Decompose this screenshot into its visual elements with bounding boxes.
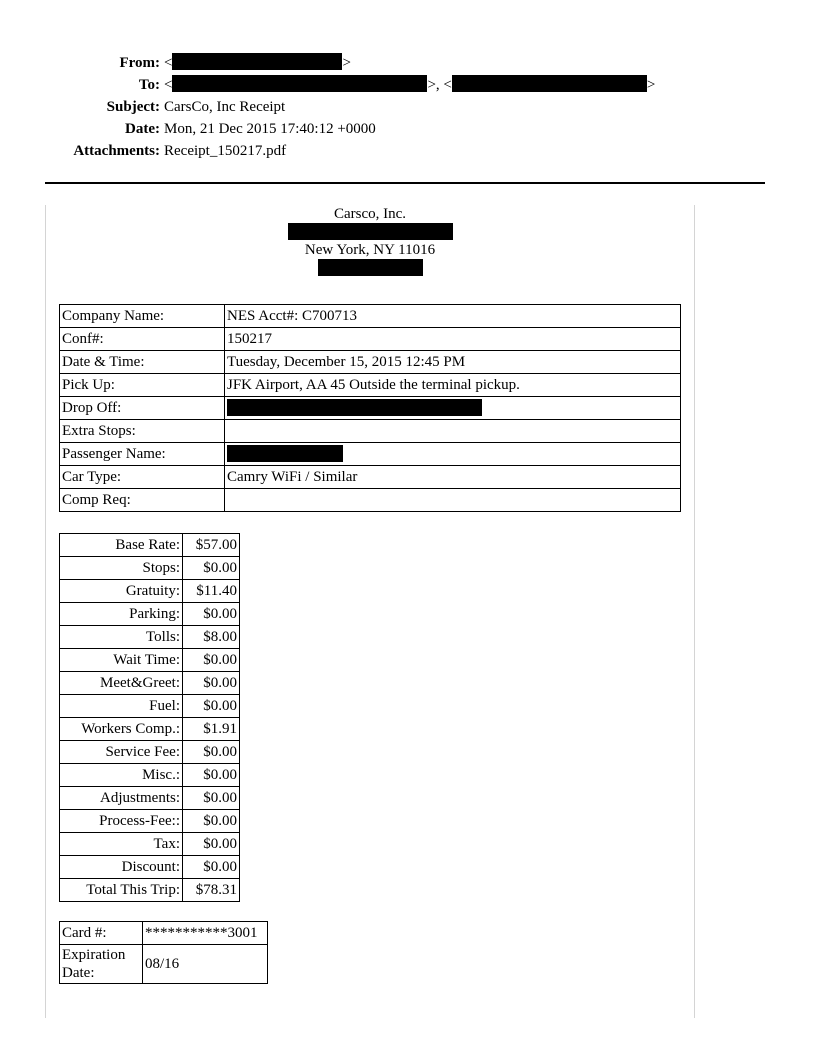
attachments-label: Attachments: — [73, 143, 160, 159]
expiration-label: Expiration Date: — [60, 945, 143, 984]
table-row: Extra Stops: — [60, 420, 681, 443]
subject-row — [0, 96, 816, 118]
date-value: Mon, 21 Dec 2015 17:40:12 +0000 — [164, 121, 376, 137]
from-row: From: < > — [0, 52, 816, 74]
table-row — [60, 922, 268, 945]
fare-row: Base Rate: $57.00 — [60, 534, 240, 557]
fare-row: Tolls: $8.00 — [60, 626, 240, 649]
table-row: Passenger Name: — [60, 443, 681, 466]
attachment-link[interactable]: Receipt_150217.pdf — [164, 143, 287, 159]
from-label: From: — [119, 55, 160, 71]
subject-value: CarsCo, Inc Receipt — [164, 99, 286, 115]
card-number-label: Card #: — [60, 922, 143, 945]
redacted-from-address — [172, 53, 342, 70]
expiration-value: 08/16 — [143, 945, 268, 984]
date-row — [0, 118, 816, 140]
fare-row: Stops: $0.00 — [60, 557, 240, 580]
redacted-dropoff — [227, 399, 482, 416]
card-table — [59, 921, 268, 984]
date-label: Date: — [125, 121, 160, 137]
table-row: Drop Off: — [60, 397, 681, 420]
fare-total-row: Total This Trip: $78.31 — [60, 879, 240, 902]
right-border — [694, 205, 695, 1018]
table-row: Comp Req: — [60, 489, 681, 512]
header-divider — [45, 182, 765, 184]
card-number: ***********3001 — [143, 922, 268, 945]
fare-row: Fuel: $0.00 — [60, 695, 240, 718]
fare-row: Service Fee: $0.00 — [60, 741, 240, 764]
table-row: Company Name: NES Acct#: C700713 — [60, 305, 681, 328]
company-header — [0, 205, 740, 277]
redacted-phone — [318, 259, 423, 276]
fare-row: Gratuity: $11.40 — [60, 580, 240, 603]
fare-row: Discount: $0.00 — [60, 856, 240, 879]
email-header — [0, 52, 816, 162]
fare-row: Adjustments: $0.00 — [60, 787, 240, 810]
table-row: Conf#: 150217 — [60, 328, 681, 351]
fare-table — [59, 533, 240, 902]
fare-row: Parking: $0.00 — [60, 603, 240, 626]
redacted-passenger — [227, 445, 343, 462]
company-city: New York, NY 11016 — [304, 242, 436, 258]
table-row: Car Type: Camry WiFi / Similar — [60, 466, 681, 489]
table-row: Pick Up: JFK Airport, AA 45 Outside the terminal pickup. — [60, 374, 681, 397]
fare-row: Workers Comp.: $1.91 — [60, 718, 240, 741]
fare-row: Misc.: $0.00 — [60, 764, 240, 787]
fare-row: Meet&Greet: $0.00 — [60, 672, 240, 695]
fare-row: Tax: $0.00 — [60, 833, 240, 856]
subject-label: Subject: — [106, 99, 160, 115]
redacted-to-address — [172, 75, 427, 92]
table-row — [60, 945, 268, 984]
attachments-row — [0, 140, 816, 162]
to-label: To: — [138, 77, 160, 93]
redacted-to-address-2 — [452, 75, 647, 92]
fare-row: Wait Time: $0.00 — [60, 649, 240, 672]
left-border — [45, 205, 46, 1018]
to-row: To: < >, < > — [0, 74, 816, 96]
company-name: Carsco, Inc. — [333, 206, 407, 222]
fare-row: Process-Fee:: $0.00 — [60, 810, 240, 833]
trip-details-table — [59, 304, 681, 512]
table-row: Date & Time: Tuesday, December 15, 2015 12:45 PM — [60, 351, 681, 374]
redacted-address — [288, 223, 453, 240]
